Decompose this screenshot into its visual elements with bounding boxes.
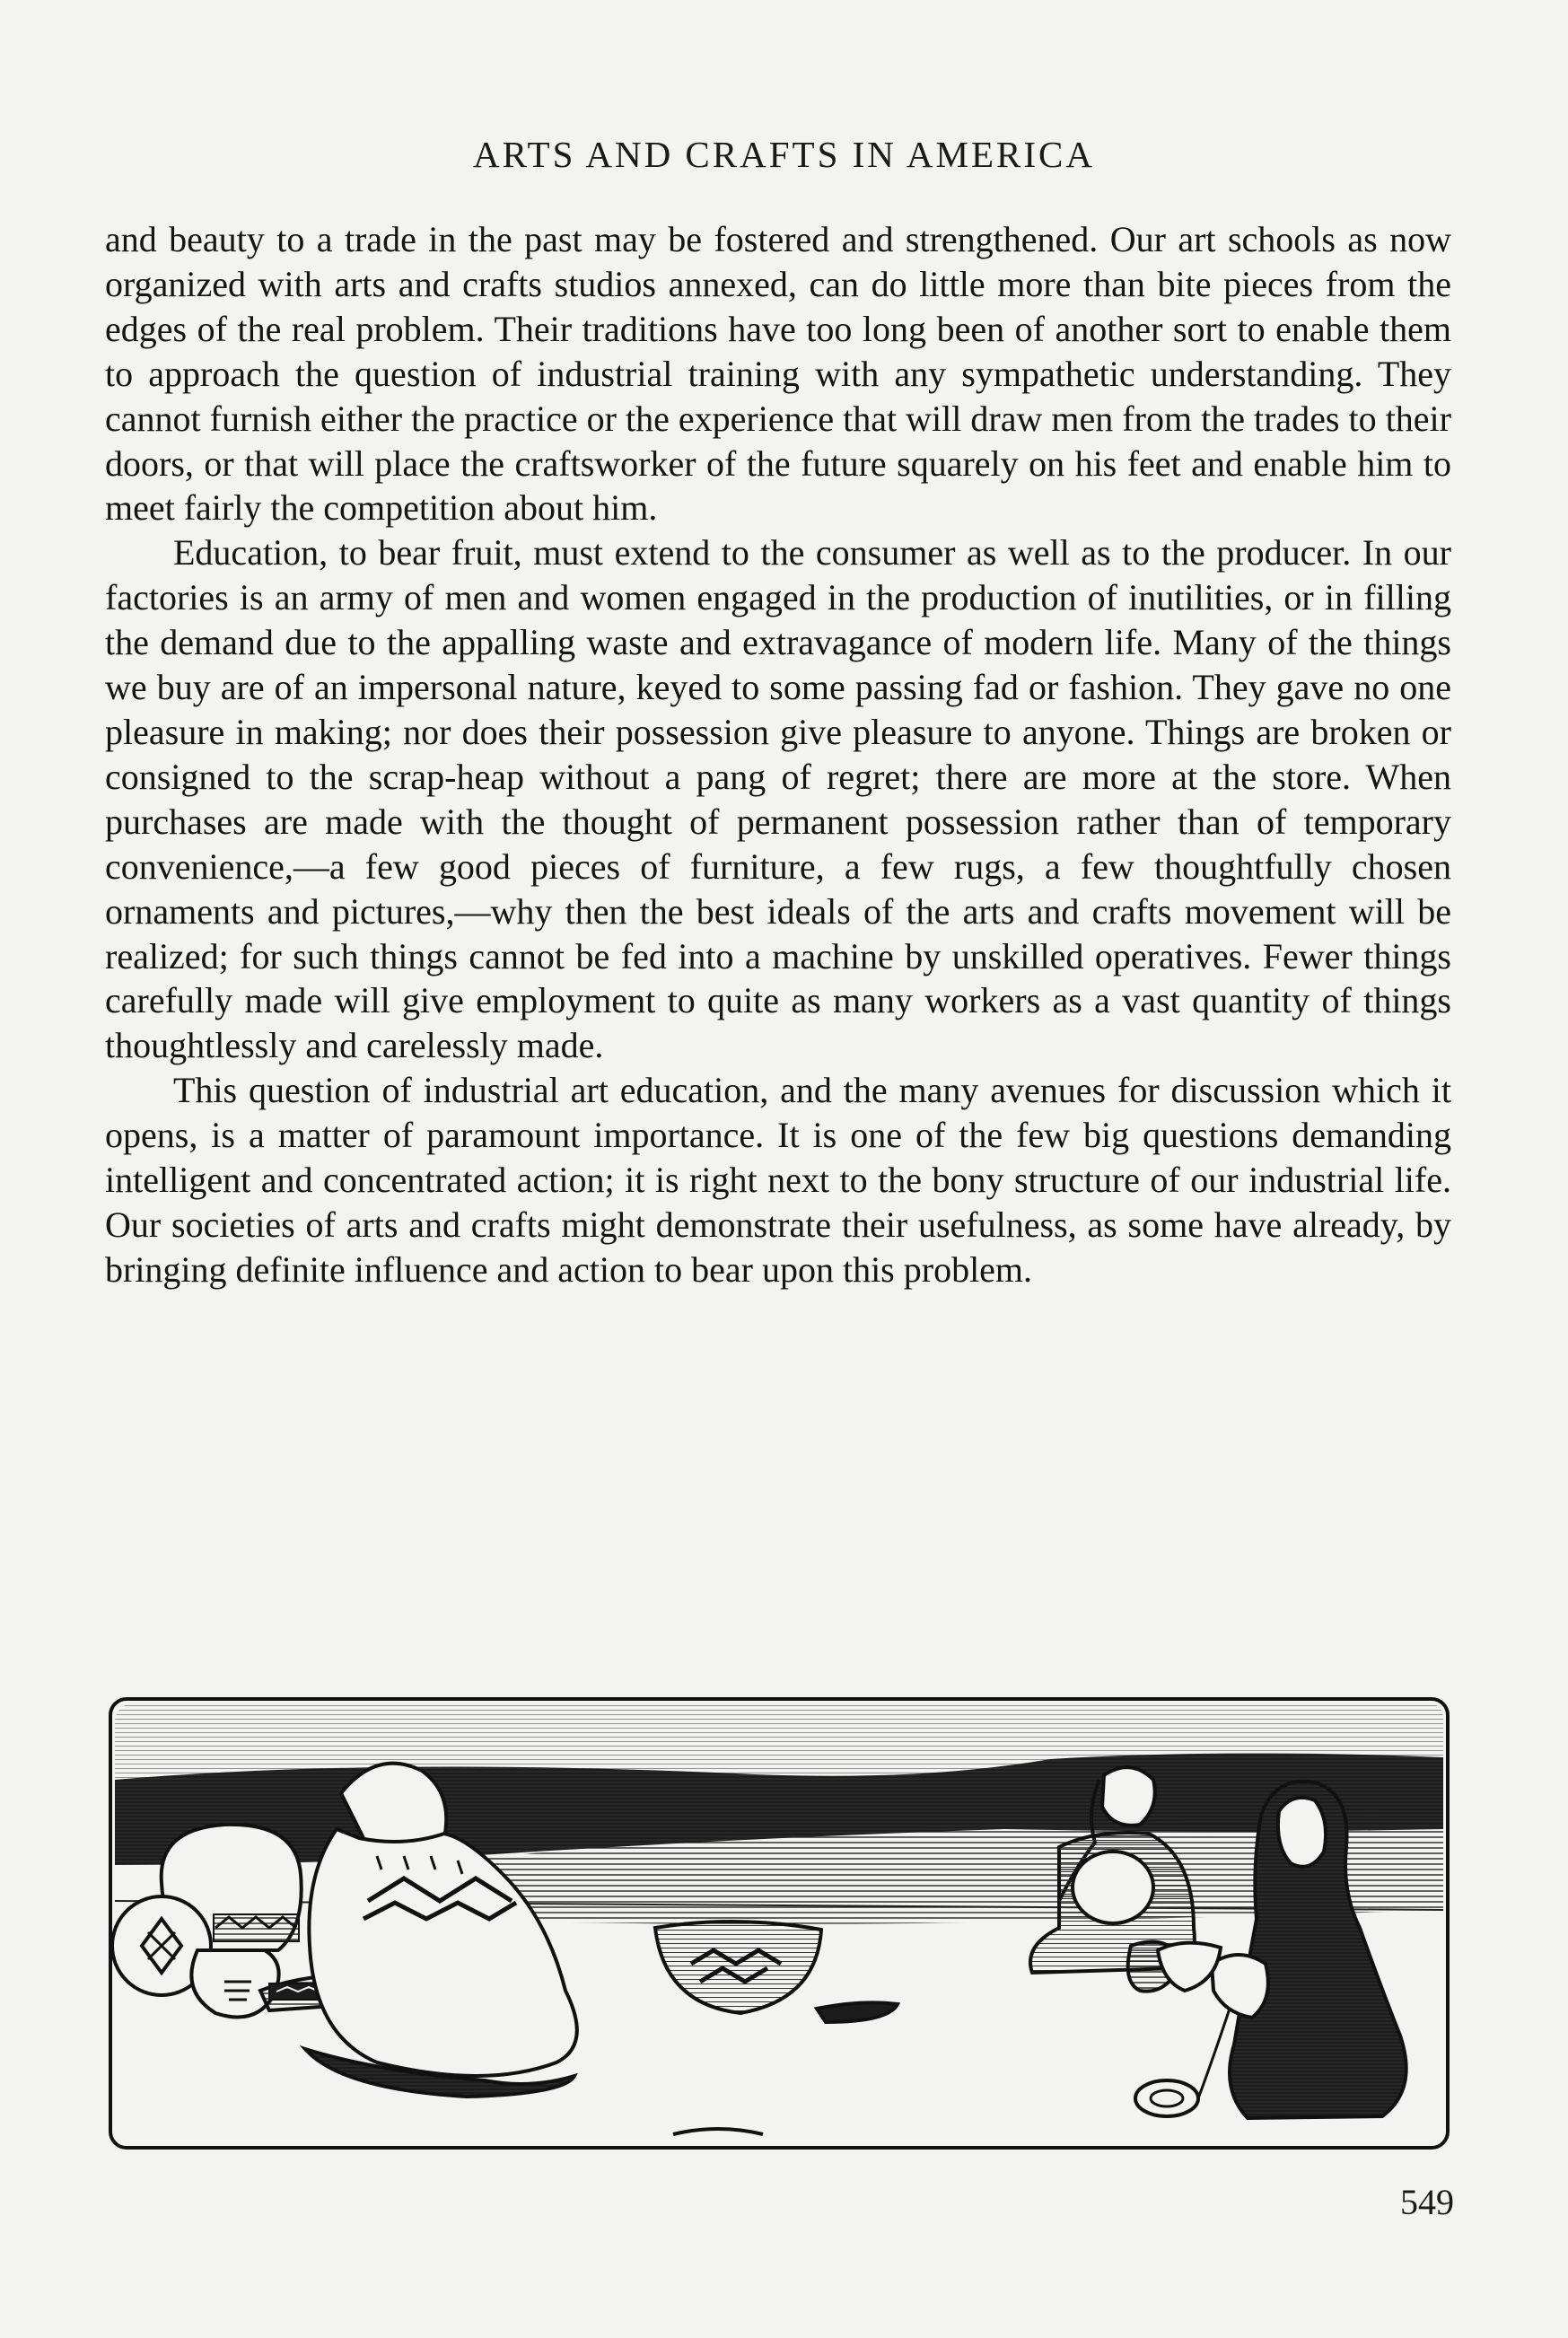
- paragraph-2: Education, to bear fruit, must extend to the consumer as well as to the producer. In our factories is an army of men and women engaged in the production of inutilities, or in filling the demand due to the appalling waste and extravagance of modern life. Many of the things we buy are of an impersonal nature, keyed to some passing fad or fashion. They gave no one pleasure in making; nor does their possession give pleasure to anyone. Things are broken or consigned to the scrap-heap without a pang of regret; there are more at the store. When purchases are made with the thought of permanent possession rather than of temporary convenience,—a few good pieces of furniture, a few rugs, a few thoughtfully chosen ornaments and pictures,—why then the best ideals of the arts and crafts movement will be realized; for such things cannot be fed into a machine by unskilled operatives. Fewer things carefully made will give employment to quite as many workers as a vast quantity of things thoughtlessly and carelessly made.: [105, 532, 1451, 1066]
- running-head: ARTS AND CRAFTS IN AMERICA: [473, 134, 1095, 175]
- illustration-basket-makers: [108, 1694, 1452, 2152]
- paragraph-3: This question of industrial art education, and the many avenues for discussion which it opens, is a matter of paramount importance. It is one of the few big questions demanding intelligent and concentrated action; it is right next to the bony structure of our industrial life. Our societies of arts and crafts might demonstrate their usefulness, as some have already, by bringing definite influence and action to bear upon this problem.: [105, 1070, 1451, 1290]
- body-text: [105, 217, 1451, 1292]
- page-number: 549: [1400, 2182, 1454, 2222]
- paragraph-1: and beauty to a trade in the past may be fostered and strengthened. Our art schools as now organized with arts and crafts studios annexed, can do little more than bite pieces from the edges of the real problem. Their traditions have too long been of another sort to enable them to approach the question of industrial training with any sympathetic understanding. They cannot furnish either the practice or the experience that will draw men from the trades to their doors, or that will place the craftsworker of the future squarely on his feet and enable him to meet fairly the competition about him.: [105, 219, 1451, 529]
